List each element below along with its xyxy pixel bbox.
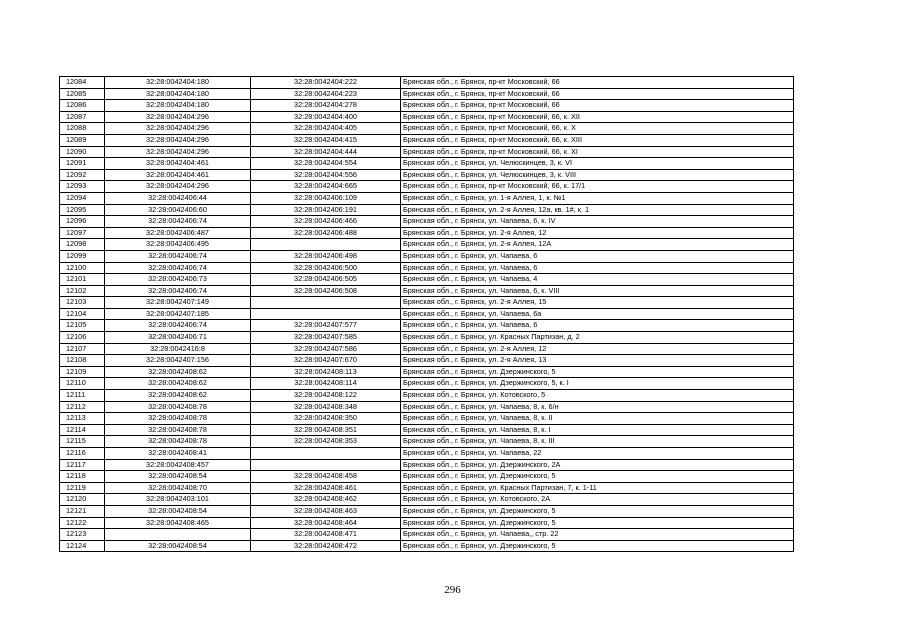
object-cadastral-number-cell <box>251 448 401 460</box>
parcel-cadastral-number-cell: 32:28:0042404:180 <box>105 88 251 100</box>
parcel-cadastral-number-cell: 32:28:0042408:457 <box>105 459 251 471</box>
object-cadastral-number-cell: 32:28:0042408:462 <box>251 494 401 506</box>
address-cell: Брянская обл., г. Брянск, ул. Чапаева, 6, к. VIII <box>401 285 794 297</box>
parcel-cadastral-number-cell: 32:28:0042406:44 <box>105 192 251 204</box>
object-cadastral-number-cell: 32:28:0042407:577 <box>251 320 401 332</box>
address-cell: Брянская обл., г. Брянск, пр-кт Московский, 66, к. 17/1 <box>401 181 794 193</box>
table-row <box>60 262 794 274</box>
row-number-cell: 12107 <box>60 343 105 355</box>
table-row <box>60 459 794 471</box>
address-cell: Брянская обл., г. Брянск, ул. 2-я Аллея, 13 <box>401 355 794 367</box>
row-number-cell: 12102 <box>60 285 105 297</box>
address-cell: Брянская обл., г. Брянск, ул. Чапаева, 6, к. IV <box>401 216 794 228</box>
object-cadastral-number-cell: 32:28:0042407:670 <box>251 355 401 367</box>
parcel-cadastral-number-cell: 32:28:0042408:41 <box>105 448 251 460</box>
address-cell: Брянская обл., г. Брянск, ул. Котовского, 2А <box>401 494 794 506</box>
object-cadastral-number-cell: 32:28:0042408:348 <box>251 401 401 413</box>
parcel-cadastral-number-cell: 32:28:0042408:70 <box>105 482 251 494</box>
object-cadastral-number-cell: 32:28:0042406:498 <box>251 250 401 262</box>
table-row <box>60 169 794 181</box>
object-cadastral-number-cell: 32:28:0042406:488 <box>251 227 401 239</box>
table-row <box>60 77 794 89</box>
table-row <box>60 308 794 320</box>
address-cell: Брянская обл., г. Брянск, ул. Чапаева,, стр. 22 <box>401 529 794 541</box>
address-cell: Брянская обл., г. Брянск, ул. Чапаева, 8, к. III <box>401 436 794 448</box>
row-number-cell: 12087 <box>60 111 105 123</box>
parcel-cadastral-number-cell: 32:28:0042416:8 <box>105 343 251 355</box>
table-row <box>60 332 794 344</box>
parcel-cadastral-number-cell: 32:28:0042408:78 <box>105 424 251 436</box>
parcel-cadastral-number-cell: 32:28:0042404:296 <box>105 181 251 193</box>
row-number-cell: 12096 <box>60 216 105 228</box>
parcel-cadastral-number-cell: 32:28:0042404:180 <box>105 100 251 112</box>
address-cell: Брянская обл., г. Брянск, ул. Чапаева, 8, к. I <box>401 424 794 436</box>
address-cell: Брянская обл., г. Брянск, пр-кт Московский, 66 <box>401 77 794 89</box>
table-row <box>60 274 794 286</box>
object-cadastral-number-cell: 32:28:0042404:444 <box>251 146 401 158</box>
parcel-cadastral-number-cell: 32:28:0042406:74 <box>105 216 251 228</box>
row-number-cell: 12122 <box>60 517 105 529</box>
object-cadastral-number-cell: 32:28:0042406:109 <box>251 192 401 204</box>
row-number-cell: 12106 <box>60 332 105 344</box>
object-cadastral-number-cell: 32:28:0042408:464 <box>251 517 401 529</box>
table-row <box>60 204 794 216</box>
parcel-cadastral-number-cell: 32:28:0042408:62 <box>105 390 251 402</box>
table-row <box>60 227 794 239</box>
parcel-cadastral-number-cell: 32:28:0042404:296 <box>105 134 251 146</box>
table-row <box>60 378 794 390</box>
parcel-cadastral-number-cell: 32:28:0042407:156 <box>105 355 251 367</box>
cadastral-table <box>59 76 794 552</box>
address-cell: Брянская обл., г. Брянск, ул. Дзержинского, 5 <box>401 517 794 529</box>
object-cadastral-number-cell: 32:28:0042408:351 <box>251 424 401 436</box>
row-number-cell: 12119 <box>60 482 105 494</box>
table-row <box>60 436 794 448</box>
address-cell: Брянская обл., г. Брянск, ул. Дзержинского, 5 <box>401 540 794 552</box>
address-cell: Брянская обл., г. Брянск, ул. Чапаева, 6 <box>401 320 794 332</box>
object-cadastral-number-cell: 32:28:0042404:405 <box>251 123 401 135</box>
address-cell: Брянская обл., г. Брянск, ул. 1-я Аллея, 1, к. №1 <box>401 192 794 204</box>
object-cadastral-number-cell: 32:28:0042408:353 <box>251 436 401 448</box>
address-cell: Брянская обл., г. Брянск, ул. 2-я Аллея, 12а, кв. 1#, к. 1 <box>401 204 794 216</box>
object-cadastral-number-cell: 32:28:0042404:223 <box>251 88 401 100</box>
address-cell: Брянская обл., г. Брянск, ул. Чапаева, 22 <box>401 448 794 460</box>
object-cadastral-number-cell: 32:28:0042408:458 <box>251 471 401 483</box>
row-number-cell: 12114 <box>60 424 105 436</box>
table-row <box>60 482 794 494</box>
object-cadastral-number-cell: 32:28:0042404:556 <box>251 169 401 181</box>
parcel-cadastral-number-cell <box>105 529 251 541</box>
table-row <box>60 448 794 460</box>
table-row <box>60 424 794 436</box>
object-cadastral-number-cell: 32:28:0042404:222 <box>251 77 401 89</box>
address-cell: Брянская обл., г. Брянск, пр-кт Московский, 66, к. XII <box>401 111 794 123</box>
object-cadastral-number-cell: 32:28:0042408:122 <box>251 390 401 402</box>
address-cell: Брянская обл., г. Брянск, пр-кт Московский, 66 <box>401 88 794 100</box>
row-number-cell: 12086 <box>60 100 105 112</box>
object-cadastral-number-cell: 32:28:0042406:191 <box>251 204 401 216</box>
address-cell: Брянская обл., г. Брянск, ул. Красных Партизан, 7, к. 1-11 <box>401 482 794 494</box>
object-cadastral-number-cell: 32:28:0042406:505 <box>251 274 401 286</box>
address-cell: Брянская обл., г. Брянск, пр-кт Московский, 66, к. XIII <box>401 134 794 146</box>
parcel-cadastral-number-cell: 32:28:0042406:495 <box>105 239 251 251</box>
row-number-cell: 12089 <box>60 134 105 146</box>
cadastral-table-body <box>60 77 794 552</box>
object-cadastral-number-cell <box>251 239 401 251</box>
row-number-cell: 12111 <box>60 390 105 402</box>
row-number-cell: 12117 <box>60 459 105 471</box>
row-number-cell: 12084 <box>60 77 105 89</box>
row-number-cell: 12124 <box>60 540 105 552</box>
table-row <box>60 517 794 529</box>
parcel-cadastral-number-cell: 32:28:0042408:62 <box>105 366 251 378</box>
table-row <box>60 505 794 517</box>
object-cadastral-number-cell: 32:28:0042407:585 <box>251 332 401 344</box>
table-row <box>60 250 794 262</box>
row-number-cell: 12091 <box>60 158 105 170</box>
parcel-cadastral-number-cell: 32:28:0042408:54 <box>105 540 251 552</box>
table-row <box>60 88 794 100</box>
object-cadastral-number-cell: 32:28:0042408:471 <box>251 529 401 541</box>
table-row <box>60 413 794 425</box>
row-number-cell: 12095 <box>60 204 105 216</box>
address-cell: Брянская обл., г. Брянск, ул. Дзержинского, 2А <box>401 459 794 471</box>
address-cell: Брянская обл., г. Брянск, пр-кт Московский, 66, к. XI <box>401 146 794 158</box>
address-cell: Брянская обл., г. Брянск, ул. Чапаева, 6 <box>401 250 794 262</box>
row-number-cell: 12090 <box>60 146 105 158</box>
row-number-cell: 12085 <box>60 88 105 100</box>
object-cadastral-number-cell: 32:28:0042408:463 <box>251 505 401 517</box>
row-number-cell: 12092 <box>60 169 105 181</box>
parcel-cadastral-number-cell: 32:28:0042406:74 <box>105 285 251 297</box>
page-number: 296 <box>444 584 461 596</box>
object-cadastral-number-cell: 32:28:0042408:472 <box>251 540 401 552</box>
row-number-cell: 12094 <box>60 192 105 204</box>
object-cadastral-number-cell: 32:28:0042404:415 <box>251 134 401 146</box>
address-cell: Брянская обл., г. Брянск, пр-кт Московский, 66, к. X <box>401 123 794 135</box>
parcel-cadastral-number-cell: 32:28:0042406:73 <box>105 274 251 286</box>
table-row <box>60 366 794 378</box>
object-cadastral-number-cell: 32:28:0042406:508 <box>251 285 401 297</box>
object-cadastral-number-cell: 32:28:0042408:114 <box>251 378 401 390</box>
object-cadastral-number-cell: 32:28:0042404:665 <box>251 181 401 193</box>
object-cadastral-number-cell: 32:28:0042406:466 <box>251 216 401 228</box>
table-row <box>60 355 794 367</box>
row-number-cell: 12110 <box>60 378 105 390</box>
parcel-cadastral-number-cell: 32:28:0042408:54 <box>105 471 251 483</box>
parcel-cadastral-number-cell: 32:28:0042408:465 <box>105 517 251 529</box>
row-number-cell: 12098 <box>60 239 105 251</box>
table-row <box>60 494 794 506</box>
address-cell: Брянская обл., г. Брянск, ул. Дзержинского, 5 <box>401 366 794 378</box>
row-number-cell: 12108 <box>60 355 105 367</box>
parcel-cadastral-number-cell: 32:28:0042404:296 <box>105 146 251 158</box>
object-cadastral-number-cell: 32:28:0042404:278 <box>251 100 401 112</box>
parcel-cadastral-number-cell: 32:28:0042403:101 <box>105 494 251 506</box>
parcel-cadastral-number-cell: 32:28:0042407:149 <box>105 297 251 309</box>
table-row <box>60 146 794 158</box>
parcel-cadastral-number-cell: 32:28:0042404:461 <box>105 158 251 170</box>
table-row <box>60 390 794 402</box>
address-cell: Брянская обл., г. Брянск, пр-кт Московский, 66 <box>401 100 794 112</box>
row-number-cell: 12097 <box>60 227 105 239</box>
parcel-cadastral-number-cell: 32:28:0042406:71 <box>105 332 251 344</box>
parcel-cadastral-number-cell: 32:28:0042404:461 <box>105 169 251 181</box>
row-number-cell: 12123 <box>60 529 105 541</box>
table-row <box>60 134 794 146</box>
address-cell: Брянская обл., г. Брянск, ул. Чапаева, 8, к. II <box>401 413 794 425</box>
row-number-cell: 12116 <box>60 448 105 460</box>
object-cadastral-number-cell: 32:28:0042406:500 <box>251 262 401 274</box>
row-number-cell: 12100 <box>60 262 105 274</box>
table-row <box>60 297 794 309</box>
address-cell: Брянская обл., г. Брянск, ул. Дзержинского, 5 <box>401 471 794 483</box>
row-number-cell: 12113 <box>60 413 105 425</box>
row-number-cell: 12103 <box>60 297 105 309</box>
table-row <box>60 320 794 332</box>
parcel-cadastral-number-cell: 32:28:0042408:78 <box>105 413 251 425</box>
address-cell: Брянская обл., г. Брянск, ул. 2-я Аллея, 12 <box>401 343 794 355</box>
row-number-cell: 12118 <box>60 471 105 483</box>
object-cadastral-number-cell: 32:28:0042407:586 <box>251 343 401 355</box>
table-row <box>60 540 794 552</box>
table-row <box>60 100 794 112</box>
table-row <box>60 343 794 355</box>
table-row <box>60 111 794 123</box>
object-cadastral-number-cell: 32:28:0042404:400 <box>251 111 401 123</box>
table-row <box>60 181 794 193</box>
table-row <box>60 471 794 483</box>
table-row <box>60 158 794 170</box>
row-number-cell: 12093 <box>60 181 105 193</box>
address-cell: Брянская обл., г. Брянск, ул. Чапаева, 4 <box>401 274 794 286</box>
row-number-cell: 12105 <box>60 320 105 332</box>
parcel-cadastral-number-cell: 32:28:0042406:487 <box>105 227 251 239</box>
parcel-cadastral-number-cell: 32:28:0042404:296 <box>105 123 251 135</box>
table-row <box>60 123 794 135</box>
row-number-cell: 12120 <box>60 494 105 506</box>
object-cadastral-number-cell <box>251 297 401 309</box>
row-number-cell: 12112 <box>60 401 105 413</box>
parcel-cadastral-number-cell: 32:28:0042408:78 <box>105 401 251 413</box>
parcel-cadastral-number-cell: 32:28:0042408:78 <box>105 436 251 448</box>
parcel-cadastral-number-cell: 32:28:0042408:54 <box>105 505 251 517</box>
parcel-cadastral-number-cell: 32:28:0042406:74 <box>105 250 251 262</box>
address-cell: Брянская обл., г. Брянск, ул. 2-я Аллея, 12А <box>401 239 794 251</box>
object-cadastral-number-cell <box>251 459 401 471</box>
row-number-cell: 12101 <box>60 274 105 286</box>
address-cell: Брянская обл., г. Брянск, ул. Чапаева, 6 <box>401 262 794 274</box>
table-row <box>60 529 794 541</box>
parcel-cadastral-number-cell: 32:28:0042406:60 <box>105 204 251 216</box>
row-number-cell: 12088 <box>60 123 105 135</box>
address-cell: Брянская обл., г. Брянск, ул. Челюскинцев, 3, к. VI <box>401 158 794 170</box>
object-cadastral-number-cell <box>251 308 401 320</box>
row-number-cell: 12109 <box>60 366 105 378</box>
table-row <box>60 401 794 413</box>
table-row <box>60 192 794 204</box>
address-cell: Брянская обл., г. Брянск, ул. Дзержинского, 5 <box>401 505 794 517</box>
object-cadastral-number-cell: 32:28:0042408:113 <box>251 366 401 378</box>
object-cadastral-number-cell: 32:28:0042408:350 <box>251 413 401 425</box>
parcel-cadastral-number-cell: 32:28:0042406:74 <box>105 262 251 274</box>
address-cell: Брянская обл., г. Брянск, ул. 2-я Аллея, 15 <box>401 297 794 309</box>
address-cell: Брянская обл., г. Брянск, ул. Чапаева, 8, к. 6/н <box>401 401 794 413</box>
address-cell: Брянская обл., г. Брянск, ул. Дзержинского, 5, к. I <box>401 378 794 390</box>
object-cadastral-number-cell: 32:28:0042404:554 <box>251 158 401 170</box>
table-row <box>60 285 794 297</box>
address-cell: Брянская обл., г. Брянск, ул. Котовского, 5 <box>401 390 794 402</box>
parcel-cadastral-number-cell: 32:28:0042404:180 <box>105 77 251 89</box>
address-cell: Брянская обл., г. Брянск, ул. Красных Партизан, д. 2 <box>401 332 794 344</box>
table-row <box>60 216 794 228</box>
row-number-cell: 12104 <box>60 308 105 320</box>
address-cell: Брянская обл., г. Брянск, ул. Челюскинцев, 3, к. VIII <box>401 169 794 181</box>
object-cadastral-number-cell: 32:28:0042408:461 <box>251 482 401 494</box>
row-number-cell: 12115 <box>60 436 105 448</box>
parcel-cadastral-number-cell: 32:28:0042407:185 <box>105 308 251 320</box>
row-number-cell: 12099 <box>60 250 105 262</box>
parcel-cadastral-number-cell: 32:28:0042404:296 <box>105 111 251 123</box>
parcel-cadastral-number-cell: 32:28:0042406:74 <box>105 320 251 332</box>
address-cell: Брянская обл., г. Брянск, ул. Чапаева, 6а <box>401 308 794 320</box>
row-number-cell: 12121 <box>60 505 105 517</box>
address-cell: Брянская обл., г. Брянск, ул. 2-я Аллея, 12 <box>401 227 794 239</box>
table-row <box>60 239 794 251</box>
parcel-cadastral-number-cell: 32:28:0042408:62 <box>105 378 251 390</box>
